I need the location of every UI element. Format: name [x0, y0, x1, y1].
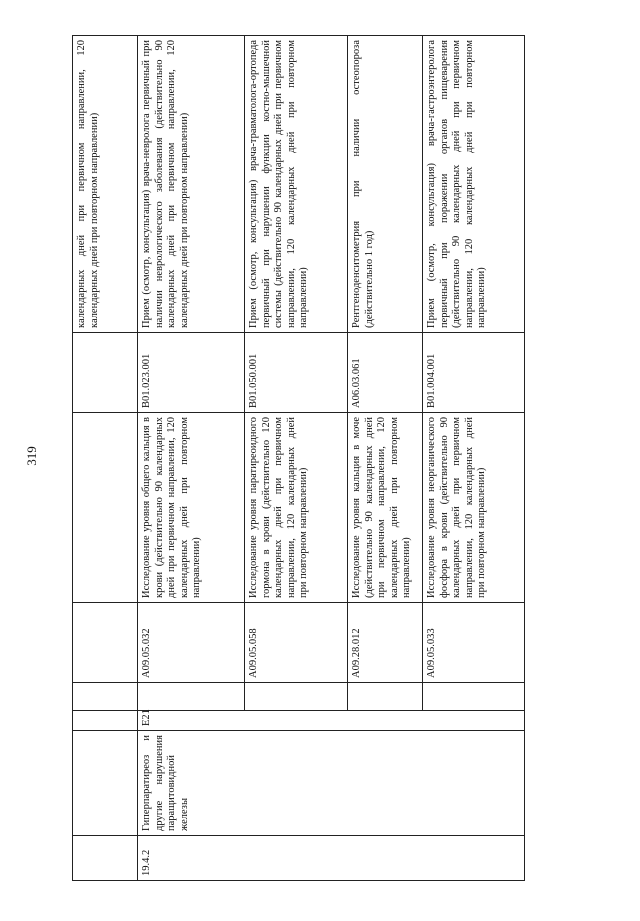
- service-name: Исследование уровня неорганического фосфора в крови (действительно 90 календарных дней при первичном направлении, 120 календарных дней при повторном направлении): [423, 413, 525, 603]
- consult-name: Рентгеноденситометрия при наличии остеопороза (действительно 1 год): [348, 36, 423, 333]
- service-name: Исследование уровня паратиреоидного гормона в крови (действительно 120 календарных дней при первичном направлении, 120 календарных дней при повторном направлении): [245, 413, 348, 603]
- group-name: Гиперпаратиреоз и другие нарушения паращитовидной железы: [138, 731, 525, 836]
- service-code: A09.05.032: [138, 603, 245, 683]
- continued-cell: календарных дней при первичном направлении, 120 календарных дней при повторном направлении): [73, 36, 138, 333]
- consult-name: Прием (осмотр, консультация) врача-гастроэнтеролога первичный при поражении органов пищеварения (действительно 90 календарных дней при первичном направлении, 120 календарных дней при повторном направлении): [423, 36, 525, 333]
- consult-name: Прием (осмотр, консультация) врача-травматолога-ортопеда первичный при нарушении функции костно-мышечной системы (действительно 90 календарных дней при первичном направлении, 120 календарных дней при повторном направлении): [245, 36, 348, 333]
- consult-name: Прием (осмотр, консультация) врача-невролога первичный при наличии неврологического заболевания (действительно 90 календарных дней при первичном направлении, 120 календарных дней при повторном направлении): [138, 36, 245, 333]
- consult-code: B01.050.001: [245, 333, 348, 413]
- service-code: A09.05.058: [245, 603, 348, 683]
- table-row: [73, 36, 138, 881]
- consult-code: A06.03.061: [348, 333, 423, 413]
- services-table: [72, 35, 525, 881]
- table-row: [138, 36, 245, 881]
- service-code: A09.28.012: [348, 603, 423, 683]
- service-name: Исследование уровня кальция в моче (действительно 90 календарных дней при первичном направлении, 120 календарных дней при повторном направлении): [348, 413, 423, 603]
- consult-code: B01.023.001: [138, 333, 245, 413]
- group-icd: E21: [138, 711, 525, 731]
- service-code: A09.05.033: [423, 603, 525, 683]
- consult-code: B01.004.001: [423, 333, 525, 413]
- group-code: 19.4.2: [138, 836, 525, 881]
- page-number: 319: [23, 446, 39, 466]
- service-name: Исследование уровня общего кальция в крови (действительно 90 календарных дней при первичном направлении, 120 календарных дней при повторном направлении): [138, 413, 245, 603]
